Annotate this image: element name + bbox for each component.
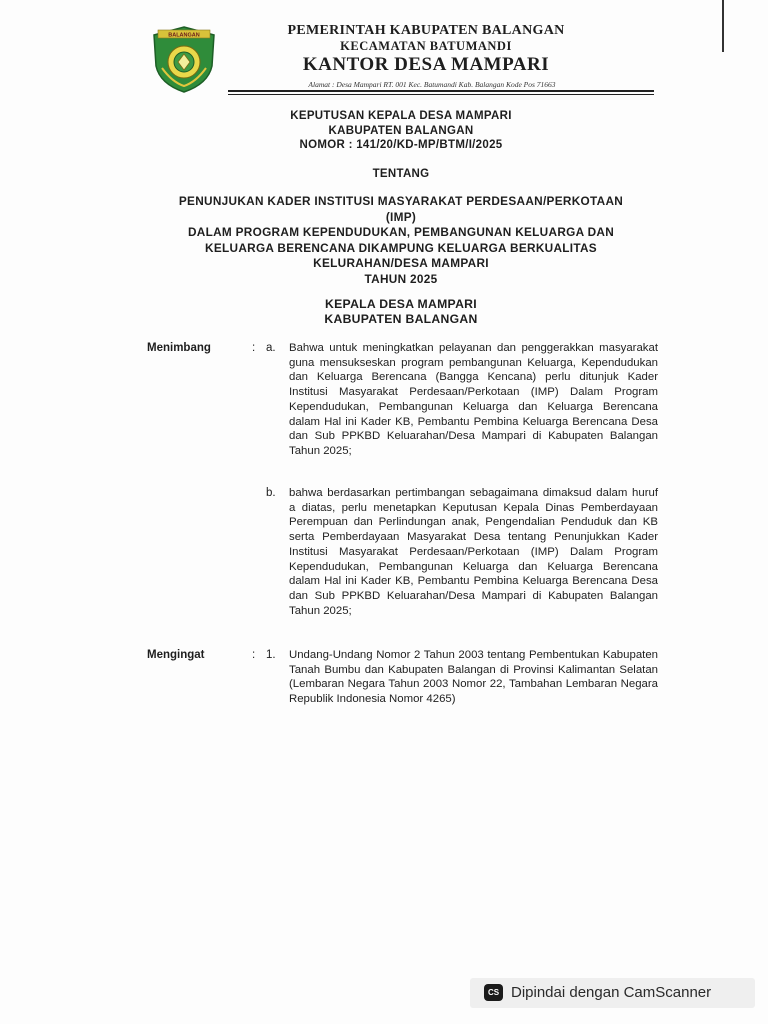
menimbang-item-a-marker: a. (266, 342, 276, 354)
mengingat-item-1-text: Undang-Undang Nomor 2 Tahun 2003 tentang Pembentukan Kabupaten Tanah Bumbu dan Kabupaten Balangan di Provinsi Kalimantan Selatan (Lembaran Negara Tahun 2003 Nomor 22, Tambahan Lembaran Negara Republik Indonesia Nomor 4265) (289, 649, 658, 706)
balangan-regency-emblem-icon (148, 24, 220, 94)
scan-edge-line (722, 0, 724, 52)
svg-text:BALANGAN: BALANGAN (168, 32, 200, 39)
menimbang-item-a-text: Bahwa untuk meningkatkan pelayanan dan penggerakkan masyarakat guna mensukseskan program pembangunan Keluarga, Kependudukan dan Keluarga Berencana (Bangga Kencana) perlu ditunjuk Kader Institusi Masyarakat Perdesaan/Perkotaan (IMP) Dalam Program Kependudukan, Pembangunan Keluarga dan Keluarga Berencana dalam Hal ini Kader KB, Pembantu Pembina Keluarga Berencana Desa dan Sub PPKBD Keluarahan/Desa Mampari di Kabupaten Balangan Tahun 2025; (289, 342, 658, 457)
camscanner-logo-icon: CS (484, 984, 503, 1001)
menimbang-item-b-text: bahwa berdasarkan pertimbangan sebagaimana dimaksud dalam huruf a diatas, perlu menetapkan Keputusan Kepala Dinas Pemberdayaan Perempuan dan Perlindungan anak, Pengendalian Penduduk dan KB serta Pemberdayaan Masyarakat Desa tentang Penunjukkan Kader Institusi Masyarakat Perdesaan/Perkotaan (IMP) Dalam Program Kependudukan, Pembangunan Keluarga dan Keluarga Berencana dalam Hal ini Kader KB, Pembantu Pembina Keluarga Berencana Desa dan Sub PPKBD Keluarahan/Desa Mampari di Kabupaten Balangan Tahun 2025; (289, 487, 658, 617)
menimbang-item-b-marker: b. (266, 487, 276, 499)
decree-title (148, 194, 654, 287)
decree-heading (148, 109, 654, 153)
menimbang-label: Menimbang (147, 342, 211, 354)
letterhead-district: KECAMATAN BATUMANDI (340, 39, 512, 53)
camscanner-text: Dipindai dengan CamScanner (511, 984, 712, 1001)
issuer-heading (148, 297, 654, 327)
letterhead-address: Alamat : Desa Mampari RT. 001 Kec. Batumandi Kab. Balangan Kode Pos 71663 (308, 80, 556, 89)
title-line-5: KELURAHAN/DESA MAMPARI (313, 256, 489, 270)
title-line-6: TAHUN 2025 (364, 271, 438, 286)
title-line-4: KELUARGA BERENCANA DIKAMPUNG KELUARGA BERKUALITAS (205, 240, 597, 255)
title-line-3: DALAM PROGRAM KEPENDUDUKAN, PEMBANGUNAN KELUARGA DAN (187, 225, 615, 239)
title-line-1: PENUNJUKAN KADER INSTITUSI MASYARAKAT PERDESAAN/PERKOTAAN (178, 194, 624, 208)
mengingat-label: Mengingat (147, 649, 205, 661)
tentang-heading: TENTANG (372, 168, 430, 180)
mengingat-item-1-marker: 1. (266, 649, 276, 661)
mengingat-colon: : (252, 649, 256, 661)
letterhead-rule-thin (228, 94, 654, 95)
decree-line-1: KEPUTUSAN KEPALA DESA MAMPARI (290, 110, 512, 122)
letterhead-rule-thick (228, 90, 654, 92)
letterhead (148, 22, 654, 94)
letterhead-office: KANTOR DESA MAMPARI (302, 54, 550, 75)
issuer-line-1: KEPALA DESA MAMPARI (325, 297, 477, 311)
decree-number: NOMOR : 141/20/KD-MP/BTM/I/2025 (299, 139, 503, 151)
letterhead-government: PEMERINTAH KABUPATEN BALANGAN (287, 23, 565, 38)
menimbang-colon: : (252, 342, 256, 354)
issuer-line-2: KABUPATEN BALANGAN (324, 312, 478, 326)
title-line-2: (IMP) (385, 209, 417, 224)
decree-line-2: KABUPATEN BALANGAN (328, 124, 474, 137)
